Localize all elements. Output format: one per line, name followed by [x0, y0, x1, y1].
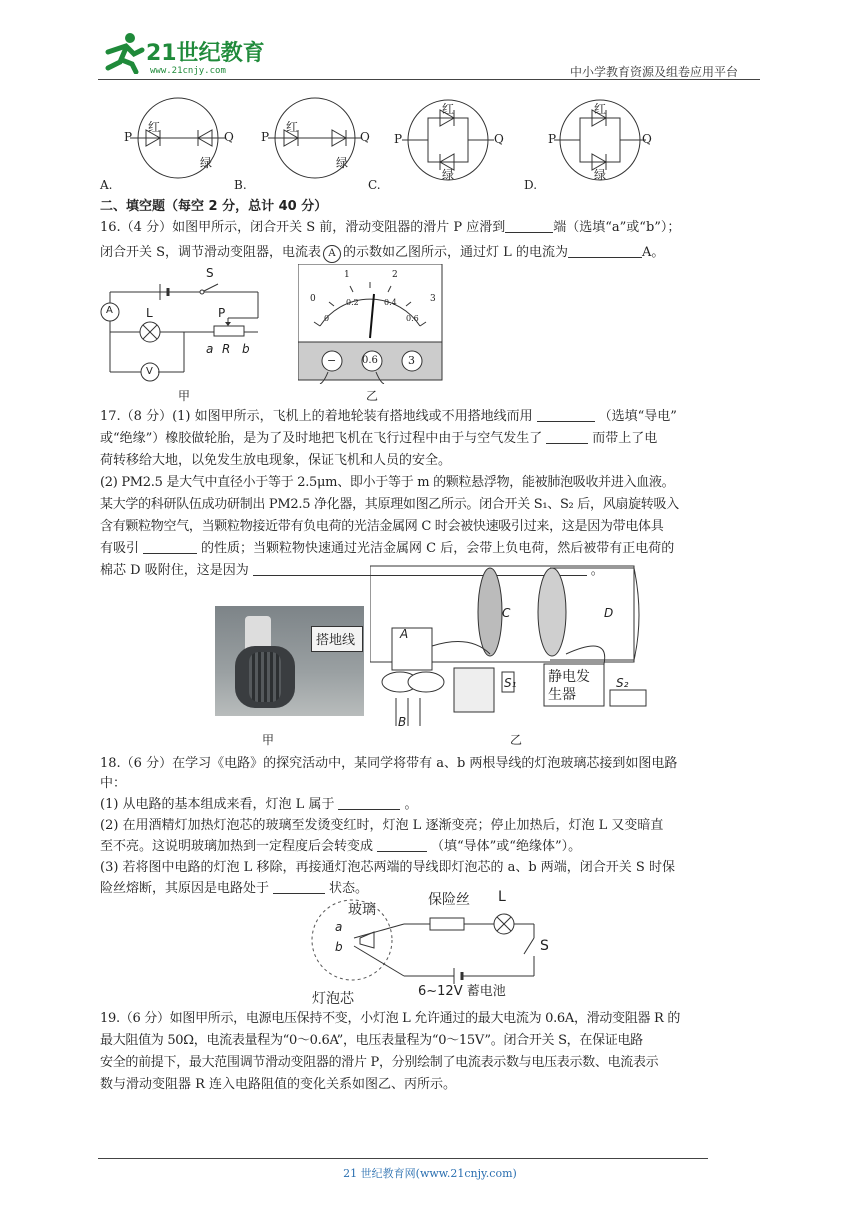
opt-b-red: 红 [286, 120, 299, 134]
q18-end-b: b [335, 940, 343, 954]
q18-blank-2[interactable] [377, 837, 427, 852]
q18-text-3a: (1) 从电路的基本组成来看，灯泡 L 属于 [100, 797, 335, 812]
q18-switch-s: S [540, 938, 549, 954]
airplane-wheel-photo [215, 606, 364, 716]
header-logo [98, 30, 268, 78]
q16-scale-top-0: 0 [310, 294, 316, 304]
q16-b-end: b [242, 342, 250, 356]
q18-line2: 中： [100, 776, 127, 791]
q18-line3 [100, 794, 760, 816]
q16-terminal-neg: − [327, 354, 337, 367]
opt-c-q: Q [494, 132, 504, 146]
opt-b-green: 绿 [336, 156, 349, 170]
header-tagline: 中小学教育资源及组卷应用平台 [570, 65, 739, 79]
header-rule [98, 79, 760, 80]
q18-text-3b: 。 [404, 797, 418, 812]
q17-line4: (2) PM2.5 是大气中直径小于等于 2.5μm、即小于等于 m 的颗粒悬浮物，能被肺泡吸收并进入血液。 [100, 475, 675, 490]
q18-text-7b: 状态。 [329, 881, 369, 896]
q17-text-1a: 17.（8 分）(1) 如图甲所示，飞机上的着地轮装有搭地线或不用搭地线而用 [100, 409, 533, 424]
q18-line1: 18.（6 分）在学习《电路》的探究活动中，某同学将带有 a、b 两根导线的灯泡玻璃芯接到如图电路 [100, 756, 678, 771]
q19-line1: 19.（6 分）如图甲所示，电源电压保持不变，小灯泡 L 允许通过的最大电流为 0.6A，滑动变阻器 R 的 [100, 1011, 681, 1026]
q16-a-end: a [206, 342, 214, 356]
q16-r-label: R [222, 342, 231, 356]
q17-line7 [100, 538, 760, 560]
q17-caption-jia: 甲 [262, 733, 275, 747]
option-label-d: D. [524, 178, 538, 192]
opt-b-p: P [261, 130, 270, 144]
opt-a-q: Q [224, 130, 234, 144]
q16-scale-bot-0: 0 [324, 314, 330, 323]
q16-line2 [100, 242, 760, 264]
q18-text-5b: （填“导体”或“绝缘体”）。 [431, 839, 582, 854]
opt-c-green: 绿 [442, 168, 455, 182]
footer-text: 21 世纪教育网(www.21cnjy.com) [343, 1167, 517, 1180]
q16-blank-2[interactable] [568, 243, 642, 258]
logo-url: www.21cnjy.com [150, 66, 226, 76]
q18-battery: 6~12V 蓄电池 [418, 984, 506, 999]
q16-scale-bot-1: 0.2 [346, 298, 359, 307]
switch-s2: S₂ [616, 676, 629, 690]
q16-line1 [100, 217, 760, 239]
runner-logo-icon [98, 30, 146, 74]
q18-fuse: 保险丝 [428, 892, 470, 908]
q17-line3: 荷转移给大地，以免发生放电现象，保证飞机和人员的安全。 [100, 453, 452, 468]
q17-text-2a: 或“绝缘”）橡胶做轮胎，是为了及时地把飞机在飞行过程中由于与空气发生了 [100, 431, 543, 446]
purifier-d: D [604, 606, 614, 620]
pm25-purifier-diagram [370, 564, 670, 734]
switch-s1: S₁ [504, 676, 517, 690]
q17-text-7a: 有吸引 [100, 541, 140, 556]
q17-blank-3[interactable] [143, 539, 197, 554]
option-label-a: A. [100, 178, 113, 192]
q19-line3: 安全的前提下，最大范围调节滑动变阻器的滑片 P，分别绘制了电流表示数与电压表示数、电流表示 [100, 1055, 659, 1070]
purifier-c: C [502, 606, 511, 620]
q18-glass: 玻璃 [348, 902, 376, 918]
q17-line5: 某大学的科研队伍成功研制出 PM2.5 净化器，其原理如图乙所示。闭合开关 S₁、S₂ 后，风扇旋转吸入 [100, 497, 679, 512]
q17-line6: 含有颗粒物空气，当颗粒物接近带有负电荷的光洁金属网 C 时会被快速吸引过来，这是因为带电体具 [100, 519, 664, 534]
ammeter-symbol-text: A [328, 248, 336, 259]
q16-caption-yi: 乙 [366, 389, 379, 403]
q16-caption-jia: 甲 [178, 389, 191, 403]
q18-lamp-core: 灯泡芯 [312, 991, 354, 1007]
q17-text-2b: 而带上了电 [592, 431, 658, 446]
opt-c-red: 红 [442, 102, 455, 116]
q16-blank-1[interactable] [505, 218, 553, 233]
q16-a-label: A [106, 305, 113, 316]
q17-caption-yi: 乙 [510, 733, 523, 747]
logo-text: 21世纪教育 [146, 41, 265, 66]
q18-text-7a: 险丝熔断，其原因是电路处于 [100, 881, 270, 896]
q16-ammeter-yi [298, 264, 444, 384]
q17-blank-1[interactable] [537, 407, 595, 422]
q16-v-label: V [146, 366, 153, 377]
q17-line2 [100, 428, 760, 450]
q18-line5 [100, 836, 760, 858]
q19-line2: 最大阻值为 50Ω，电流表量程为“0～0.6A”，电压表量程为“0～15V”。闭合开关 S，在保证电路 [100, 1033, 643, 1048]
opt-d-red: 红 [594, 102, 607, 116]
q16-scale-bot-2: 0.4 [384, 298, 397, 307]
q16-text-c: 闭合开关 S，调节滑动变阻器，电流表 [100, 245, 322, 260]
opt-a-green: 绿 [200, 156, 213, 170]
q16-scale-top-2: 2 [392, 270, 398, 280]
q16-terminal-3: 3 [408, 354, 415, 367]
opt-b-q: Q [360, 130, 370, 144]
q16-p-label: P [218, 306, 226, 320]
q16-scale-bot-3: 0.6 [406, 314, 419, 323]
opt-d-p: P [548, 132, 557, 146]
purifier-a: A [400, 627, 409, 641]
ground-wire-label: 搭地线 [316, 633, 356, 648]
q18-blank-3[interactable] [273, 879, 325, 894]
opt-d-q: Q [642, 132, 652, 146]
q18-end-a: a [335, 920, 343, 934]
q18-lamp-l: L [498, 889, 506, 905]
q17-text-8b: 。 [590, 563, 604, 578]
option-label-c: C. [368, 178, 381, 192]
q16-l-label: L [146, 306, 153, 320]
q16-text-b: 端（选填“a”或“b”）； [553, 220, 681, 235]
q16-scale-top-3: 3 [430, 294, 436, 304]
q16-text-e: A。 [641, 245, 665, 260]
q18-text-5a: 至不亮。这说明玻璃加热到一定程度后会转变成 [100, 839, 374, 854]
opt-c-p: P [394, 132, 403, 146]
q17-text-7b: 的性质；当颗粒物快速通过光洁金属网 C 后，会带上负电荷，然后被带有正电荷的 [201, 541, 675, 556]
option-label-b: B. [234, 178, 247, 192]
q16-s-label: S [206, 266, 214, 280]
section-title: 二、填空题（每空 2 分，总计 40 分） [100, 199, 328, 214]
footer-rule [98, 1158, 708, 1159]
q16-scale-top-1: 1 [344, 270, 350, 280]
q18-blank-1[interactable] [338, 795, 400, 810]
q16-text-a: 16.（4 分）如图甲所示，闭合开关 S 前，滑动变阻器的滑片 P 应滑到 [100, 220, 506, 235]
ammeter-symbol-icon [323, 245, 341, 263]
q16-text-d: 的示数如乙图所示，通过灯 L 的电流为 [343, 245, 568, 260]
q16-terminal-06: 0.6 [362, 355, 378, 366]
static-generator: 静电发生器 [548, 669, 590, 703]
q18-line4: (2) 在用酒精灯加热灯泡芯的玻璃至发烫变红时，灯泡 L 逐渐变亮；停止加热后，灯泡 L 又变暗直 [100, 818, 664, 833]
q17-line1 [100, 406, 760, 428]
opt-d-green: 绿 [594, 168, 607, 182]
opt-a-red: 红 [148, 120, 161, 134]
q17-text-1b: （选填“导电” [598, 409, 677, 424]
opt-a-p: P [124, 130, 133, 144]
q18-line6: (3) 若将图中电路的灯泡 L 移除，再接通灯泡芯两端的导线即灯泡芯的 a、b 两端，闭合开关 S 时保 [100, 860, 675, 875]
q17-text-8a: 棉芯 D 吸附住，这是因为 [100, 563, 249, 578]
q17-blank-2[interactable] [546, 429, 588, 444]
purifier-b: B [398, 715, 407, 729]
q19-line4: 数与滑动变阻器 R 连入电路阻值的变化关系如图乙、丙所示。 [100, 1077, 457, 1092]
q16-circuit-jia [98, 262, 278, 392]
